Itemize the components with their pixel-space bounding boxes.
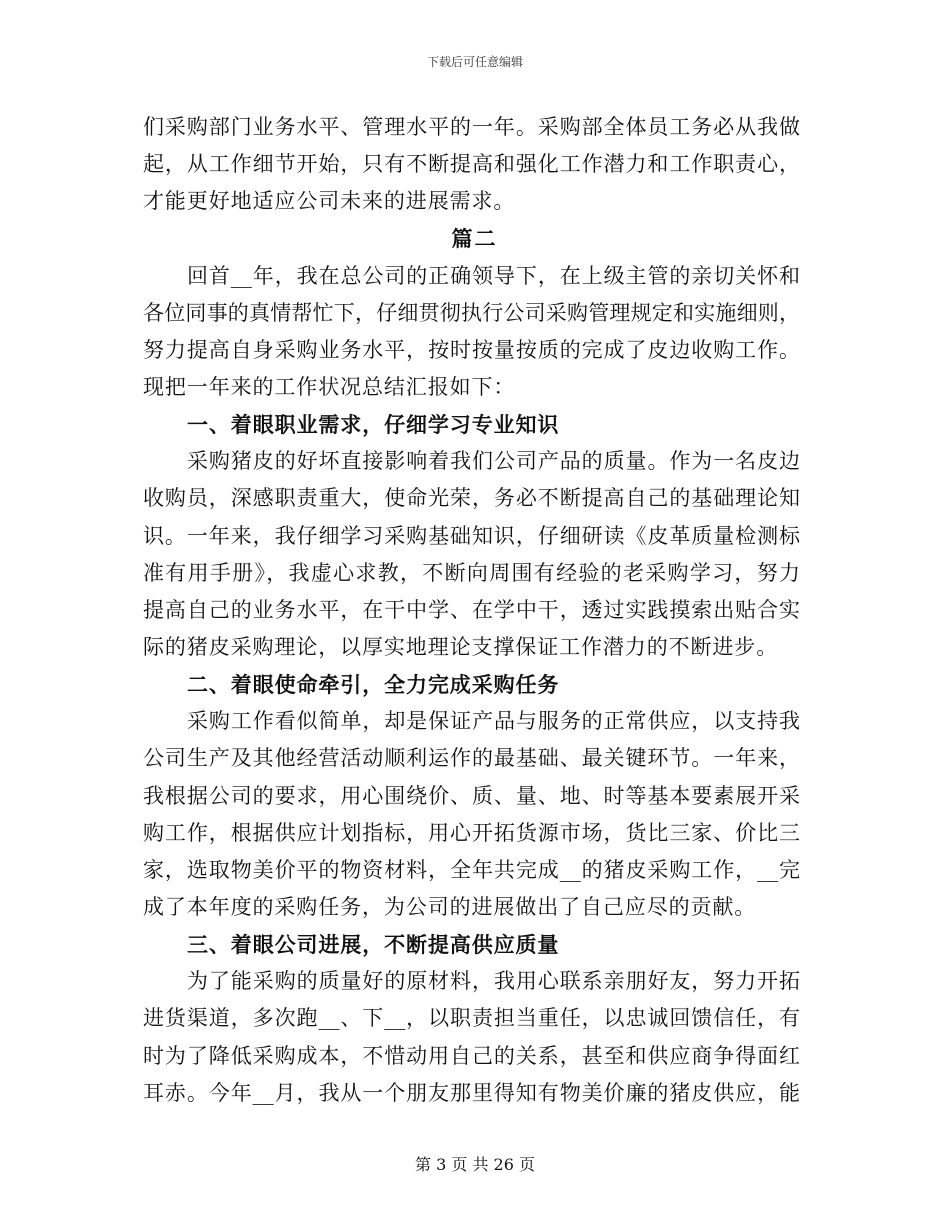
paragraph-line: 成了本年度的采购任务，为公司的进展做出了自己应尽的贡献。 bbox=[143, 894, 757, 919]
paragraph-line: 提高自己的业务水平，在干中学、在学中干，透过实践摸索出贴合实 bbox=[143, 597, 800, 622]
paragraph-line: 为了能采购的质量好的原材料，我用心联系亲朋好友，努力开拓 bbox=[187, 969, 800, 994]
page-header-note: 下载后可任意编辑 bbox=[426, 55, 523, 69]
paragraph-line: 际的猪皮采购理论，以厚实地理论支撑保证工作潜力的不断进步。 bbox=[143, 634, 779, 659]
page-number: 第 3 页 共 26 页 bbox=[415, 1155, 535, 1174]
paragraph-line: 采购猪皮的好坏直接影响着我们公司产品的质量。作为一名皮边 bbox=[187, 449, 800, 474]
paragraph-line: 努力提高自身采购业务水平，按时按量按质的完成了皮边收购工作。 bbox=[143, 337, 800, 362]
section-heading: 二、着眼使命牵引，全力完成采购任务 bbox=[187, 672, 560, 698]
paragraph-line: 们采购部门业务水平、管理水平的一年。采购部全体员工务必从我做 bbox=[143, 115, 800, 139]
paragraph-line: 采购工作看似简单，却是保证产品与服务的正常供应，以支持我 bbox=[187, 709, 800, 734]
paragraph-line: 时为了降低采购成本，不惜动用自己的关系，甚至和供应商争得面红 bbox=[143, 1043, 800, 1068]
paragraph-line: 各位同事的真情帮忙下，仔细贯彻执行公司采购管理规定和实施细则， bbox=[143, 300, 800, 325]
paragraph-line: 耳赤。今年__月，我从一个朋友那里得知有物美价廉的猪皮供应，能 bbox=[143, 1080, 800, 1105]
section-heading: 三、着眼公司进展，不断提高供应质量 bbox=[187, 932, 560, 958]
intro-paragraph bbox=[143, 258, 800, 407]
paragraph-line: 家，选取物美价平的物资材料，全年共完成__的猪皮采购工作，__完 bbox=[143, 857, 800, 882]
paragraph-line: 起，从工作细节开始，只有不断提高和强化工作潜力和工作职责心， bbox=[143, 152, 800, 177]
paragraph-line: 才能更好地适应公司未来的进展需求。 bbox=[143, 189, 516, 214]
section-2 bbox=[143, 666, 800, 926]
paragraph-line: 公司生产及其他经营活动顺利运作的最基础、最关键环节。一年来， bbox=[143, 746, 800, 771]
paragraph-line: 收购员，深感职责重大，使命光荣，务必不断提高自己的基础理论知 bbox=[143, 486, 800, 511]
paragraph-line: 现把一年来的工作状况总结汇报如下： bbox=[143, 374, 516, 399]
part-title: 篇二 bbox=[451, 226, 498, 252]
paragraph-line: 回首__年，我在总公司的正确领导下，在上级主管的亲切关怀和 bbox=[187, 263, 800, 288]
paragraph-line: 购工作，根据供应计划指标，用心开拓货源市场，货比三家、价比三 bbox=[143, 820, 800, 845]
continued-paragraph bbox=[143, 109, 800, 220]
paragraph-line: 进货渠道，多次跑__、下__，以职责担当重任，以忠诚回馈信任，有 bbox=[143, 1006, 800, 1031]
section-1 bbox=[143, 406, 800, 666]
section-heading: 一、着眼职业需求，仔细学习专业知识 bbox=[187, 412, 560, 438]
section-3 bbox=[143, 926, 800, 1112]
paragraph-line: 准有用手册》，我虚心求教，不断向周围有经验的老采购学习，努力 bbox=[143, 560, 800, 585]
document-body bbox=[143, 109, 800, 1112]
paragraph-line: 我根据公司的要求，用心围绕价、质、量、地、时等基本要素展开采 bbox=[143, 783, 800, 808]
paragraph-line: 识。一年来，我仔细学习采购基础知识，仔细研读《皮革质量检测标 bbox=[143, 523, 800, 548]
